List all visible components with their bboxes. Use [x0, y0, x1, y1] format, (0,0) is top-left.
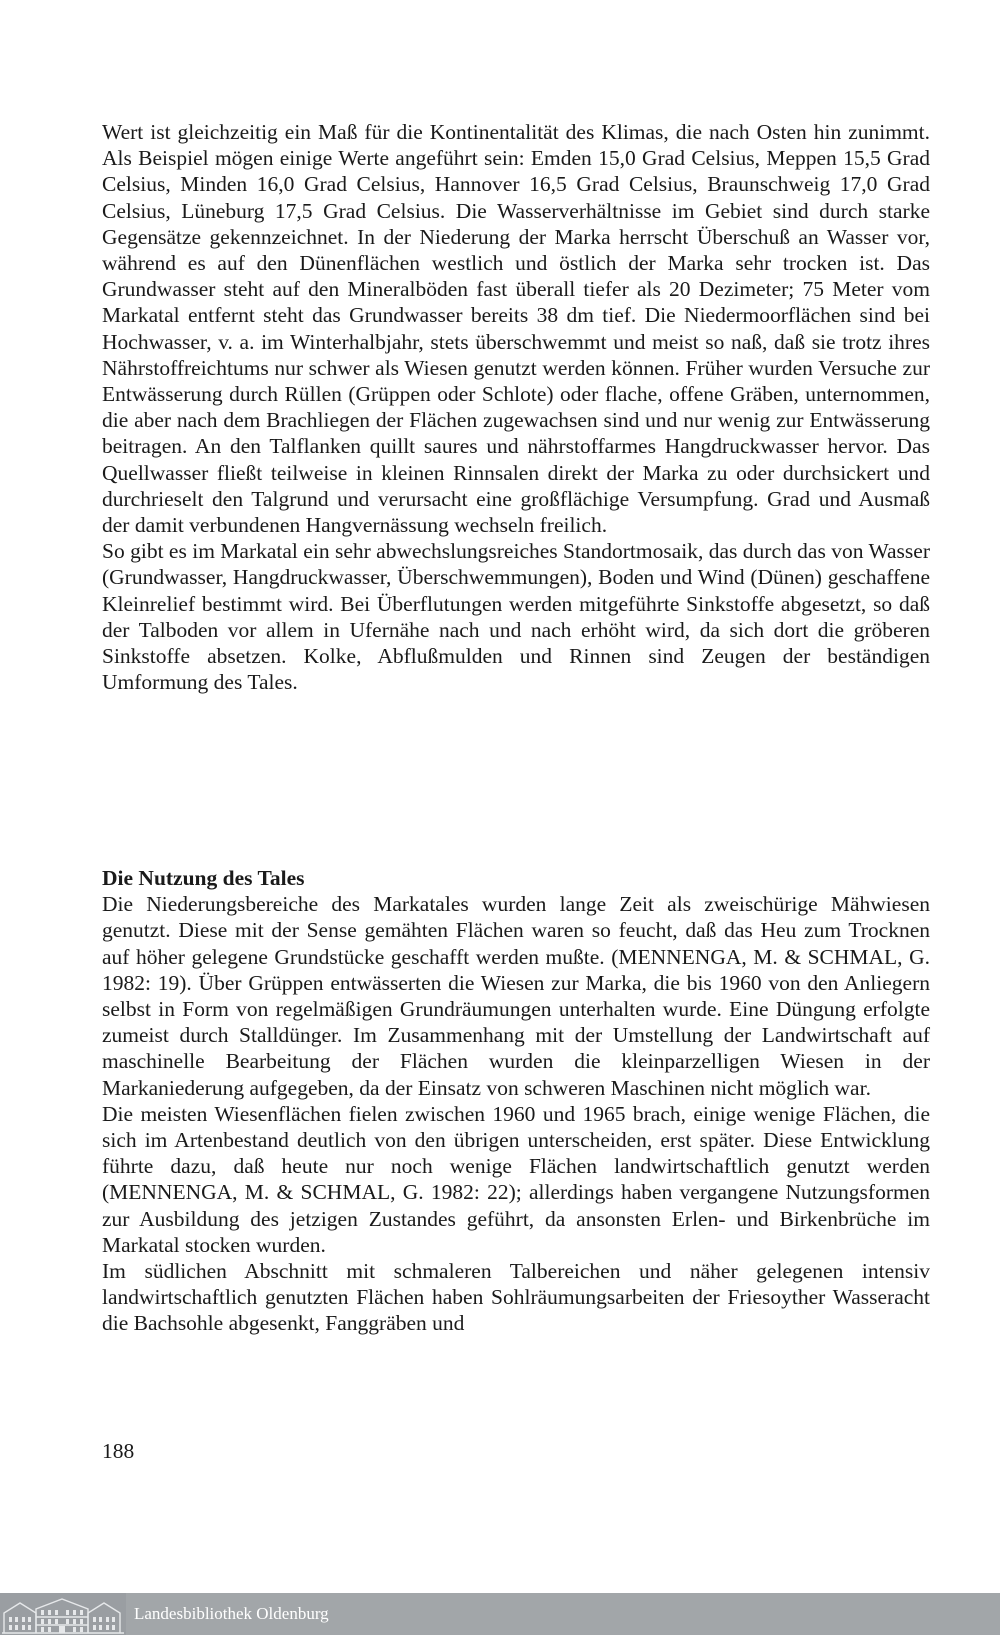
page-number: 188 [102, 1439, 135, 1463]
library-name: Landesbibliothek Oldenburg [134, 1604, 329, 1623]
footer-bar [0, 1593, 1000, 1635]
body-paragraph: Wert ist gleichzeitig ein Maß für die Kontinentalität des Klimas, die nach Osten hin zunimmt. Als Beispiel mögen einige Werte angeführt sein: Emden 15,0 Grad Celsius, Meppen 15,5 Grad Celsius, Minden 16,0 Grad Celsius, Hannover 16,5 Grad Celsius, Braunschweig 17,0 Grad Celsius, Lüneburg 17,5 Grad Celsius. Die Wasserverhältnisse im Gebiet sind durch starke Gegensätze gekennzeichnet. In der Niederung der Marka herrscht Überschuß an Wasser vor, während es auf den Dünenflächen westlich und östlich der Marka sehr trocken ist. Das Grundwasser steht auf den Mineralböden fast überall tiefer als 20 Dezimeter; 75 Meter vom Markatal entfernt steht das Grundwasser bereits 38 dm tief. Die Niedermoorflächen sind bei Hochwasser, v. a. im Winterhalbjahr, stets überschwemmt und meist so naß, daß sie trotz ihres Nährstoffreichtums nur schwer als Wiesen genutzt werden können. Früher wurden Versuche zur Entwässerung durch Rüllen (Grüppen oder Schlote) oder flache, offene Gräben, unternommen, die aber nach dem Brachliegen der Flächen zugewachsen sind und nur wenig zur Entwässerung beitragen. An den Talflanken quillt saures und nährstoffarmes Hangdruckwasser hervor. Das Quellwasser fließt teilweise in kleinen Rinnsalen direkt der Marka zu oder durchsickert und durchrieselt den Talgrund und verursacht eine großflächige Versumpfung. Grad und Ausmaß der damit verbundenen Hangvernässung wechseln freilich. [102, 120, 930, 538]
library-building-icon [0, 1593, 126, 1635]
body-paragraph: Im südlichen Abschnitt mit schmaleren Talbereichen und näher gelegenen intensiv landwirtschaftlich genutzten Flächen haben Sohlräumungsarbeiten der Friesoyther Wasseracht die Bachsohle abgesenkt, Fanggräben und [102, 1259, 930, 1336]
section-heading: Die Nutzung des Tales [102, 866, 305, 890]
body-text-upper [102, 119, 930, 695]
body-paragraph: Die Niederungsbereiche des Markatales wurden lange Zeit als zweischürige Mähwiesen genutzt. Diese mit der Sense gemähten Flächen waren so feucht, daß das Heu zum Trocknen auf höher gelegene Grundstücke geschafft werden mußte. (MENNENGA, M. & SCHMAL, G. 1982: 19). Über Grüppen entwässerten die Wiesen zur Marka, die bis 1960 von den Anliegern selbst in Form von regelmäßigen Grundräumungen unterhalten wurde. Eine Düngung erfolgte zumeist durch Stalldünger. Im Zusammenhang mit der Umstellung der Landwirtschaft auf maschinelle Bearbeitung der Flächen wurden die kleinparzelligen Wiesen in der Markaniederung aufgegeben, da der Einsatz von schweren Maschinen nicht möglich war. [102, 892, 930, 1100]
body-paragraph: So gibt es im Markatal ein sehr abwechslungsreiches Standortmosaik, das durch das von Wasser (Grundwasser, Hangdruckwasser, Überschwemmungen), Boden und Wind (Dünen) geschaffene Kleinrelief bestimmt wird. Bei Überflutungen werden mitgeführte Sinkstoffe abgesetzt, so daß der Talboden vor allem in Ufernähe nach und nach erhöht wird, da sich dort die gröberen Sinkstoffe absetzen. Kolke, Abflußmulden und Rinnen sind Zeugen der beständigen Umformung des Tales. [102, 539, 930, 695]
body-text-lower [102, 865, 930, 1337]
body-paragraph: Die meisten Wiesenflächen fielen zwischen 1960 und 1965 brach, einige wenige Flächen, die sich im Artenbestand deutlich von den übrigen unterscheiden, erst später. Diese Entwicklung führte dazu, daß heute nur noch wenige Flächen landwirtschaftlich genutzt werden (MENNENGA, M. & SCHMAL, G. 1982: 22); allerdings haben vergangene Nutzungsformen zur Ausbildung des jetzigen Zustandes geführt, da ansonsten Erlen- und Birkenbrüche im Markatal stocken wurden. [102, 1101, 930, 1257]
